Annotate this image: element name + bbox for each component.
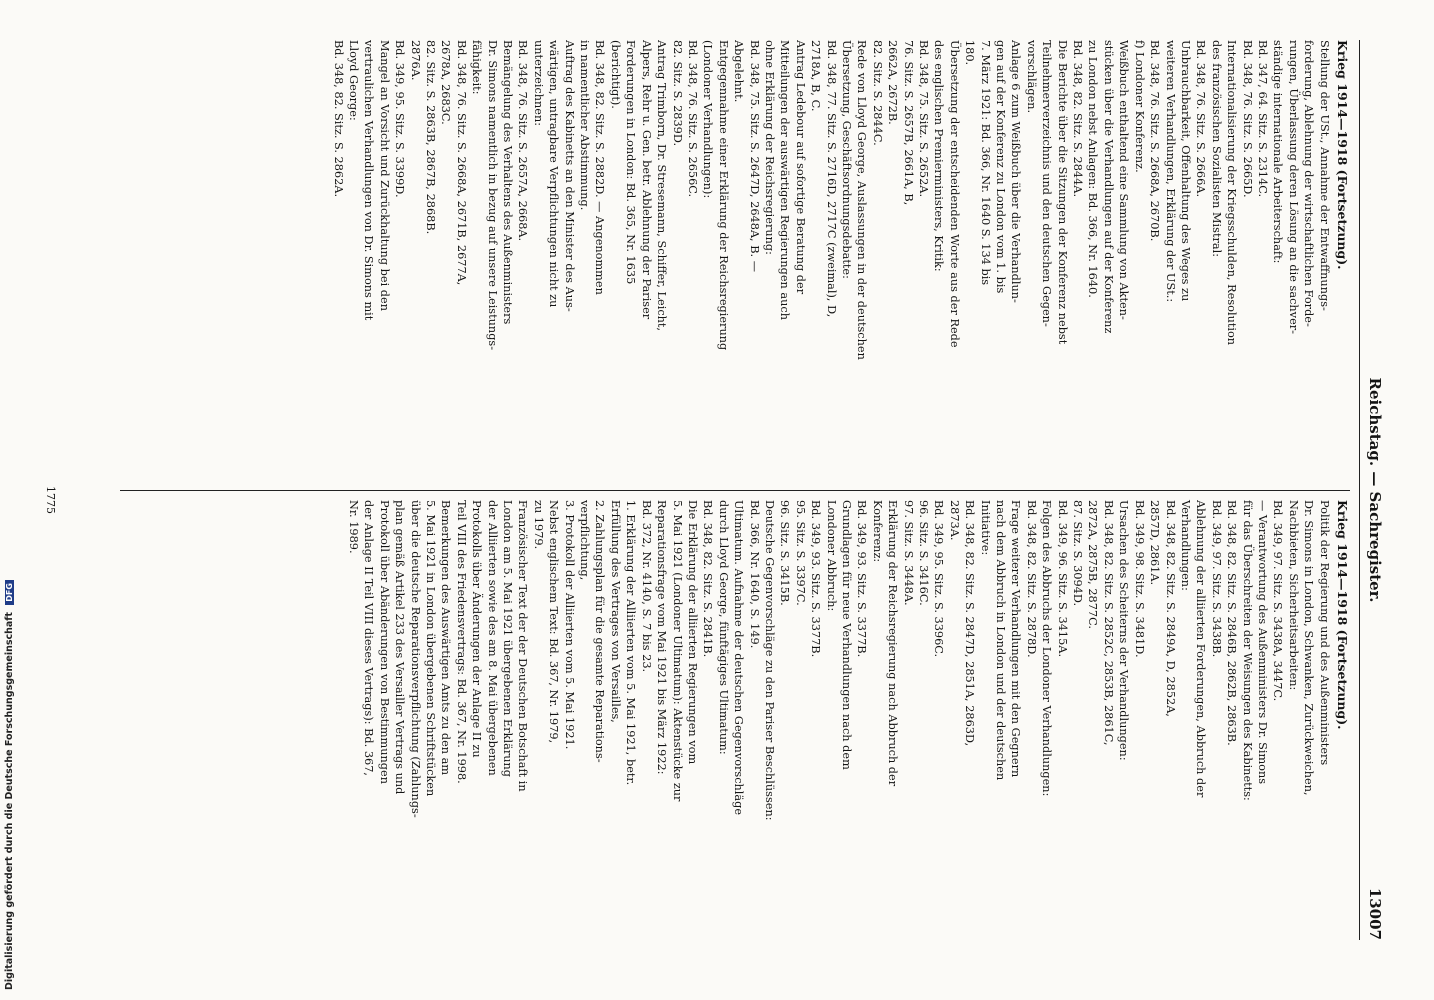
- index-entry-line: Antrag Trimborn, Dr. Stresemann, Schiffer, Leicht,: [655, 40, 669, 332]
- index-entry-line: Die Berichte über die Sitzungen der Konferenz nebst: [1055, 40, 1069, 345]
- stamp-text: Digitalisierung gefördert durch die Deutsche Forschungsgemeinschaft: [4, 612, 15, 990]
- index-entry-line: Übersetzung, Geschäftsordnungsdebatte:: [840, 40, 853, 279]
- index-entry-line: forderung, Ablehnung der wirtschaftlichen Forde-: [1302, 40, 1316, 327]
- index-entry-line: Weißbuch enthaltend eine Sammlung von Akten-: [1117, 40, 1131, 320]
- index-entry-line: wärtigen, untragbare Verpflichtungen nicht zu: [547, 40, 561, 308]
- index-entry-line: rungen, Überlassung deren Lösung an die sachver-: [1286, 40, 1300, 334]
- index-entry-line: Ursachen des Scheiterns der Verhandlungen:: [1117, 500, 1131, 761]
- header-rule: [1359, 40, 1360, 940]
- header-page-number: 13007: [1366, 887, 1384, 940]
- index-entry-line: vorschlägen.: [1024, 40, 1038, 114]
- index-entry-line: Abgelehnt.: [732, 40, 746, 103]
- index-entry-line: verpflichtung,: [578, 500, 592, 581]
- left-column-heading: Krieg 1914—1918 (Fortsetzung).: [1335, 40, 1350, 270]
- index-entry-line: Bd. 348, 76. Sitz. S. 2657A, 2668A.: [516, 40, 530, 242]
- index-entry-line: in namentlicher Abstimmung.: [578, 40, 592, 211]
- index-entry-line: Verhandlungen:: [1178, 500, 1192, 591]
- index-entry-line: Deutsche Gegenvorschläge zu den Pariser Beschlüssen:: [762, 500, 776, 821]
- index-entry-line: der Anlage II Teil VIII dieses Vertrags): Bd. 367,: [362, 500, 376, 776]
- index-entry-line: Bd. 349, 93. Sitz. S. 3377B.: [809, 500, 823, 658]
- index-entry-line: Bemerkungen des Auswärtigen Amts zu den am: [439, 500, 453, 776]
- footer-page-number: 1775: [44, 486, 57, 514]
- index-entry-line: Anlage 6 zum Weißbuch über die Verhandlun-: [1009, 40, 1023, 303]
- index-entry-line: Stellung der USt., Annahme der Entwaffnungs-: [1317, 40, 1331, 311]
- index-entry-line: Mitteilungen der auswärtigen Regierungen auch: [778, 40, 792, 321]
- index-entry-line: ständige internationale Arbeiterschaft:: [1271, 40, 1285, 264]
- index-entry-line: Lloyd George:: [347, 40, 360, 121]
- index-entry-line: stücken über die Verhandlungen auf der Konferenz: [1101, 40, 1115, 334]
- index-entry-line: Teilnehmerverzeichnis und den deutschen Gegen-: [1040, 40, 1054, 327]
- index-entry-line: Bd. 348, 82. Sitz. S. 2846B, 2862B, 2863B.: [1225, 500, 1239, 746]
- index-entry-line: 2873A.: [947, 500, 961, 541]
- index-entry-line: Rede von Lloyd George, Auslassungen in der deutschen: [855, 40, 869, 360]
- index-entry-line: Bd. 349, 95. Sitz. S. 3396C.: [932, 500, 946, 658]
- index-entry-line: Internationalisierung der Kriegsschulden, Resolution: [1225, 40, 1239, 346]
- index-entry-line: 82. Sitz. S. 2839D.: [670, 40, 684, 147]
- index-entry-line: 96. Sitz. S. 3416C.: [917, 500, 931, 606]
- index-entry-line: Bd. 349, 97. Sitz. S. 3438B.: [1209, 500, 1223, 658]
- column-divider: [120, 490, 1350, 491]
- index-entry-line: Bd. 348, 76. Sitz. S. 2666A.: [1194, 40, 1208, 198]
- index-entry-line: Bd. 372, Nr. 4140, S. 7 bis 23.: [639, 500, 653, 673]
- index-entry-line: 95. Sitz. S. 3397C.: [793, 500, 807, 606]
- index-entry-line: Konferenz:: [870, 500, 884, 563]
- index-entry-line: 2678A, 2683C.: [439, 40, 453, 125]
- index-entry-line: Forderungen in London: Bd. 365, Nr. 1635: [624, 40, 638, 285]
- index-entry-line: 5. Mai 1921 (Londoner Ultimatum): Aktenstücke zur: [670, 500, 684, 802]
- index-entry-line: unterzeichnen:: [531, 40, 545, 127]
- index-entry-line: 2872A, 2875B, 2877C.: [1086, 500, 1100, 629]
- index-entry-line: Nachbieten, Sicherheitsarbeiten:: [1286, 500, 1300, 691]
- index-entry-line: Dr. Simons in London, Schwanken, Zurückweichen,: [1302, 500, 1316, 796]
- index-entry-line: Politik der Regierung und des Außenministers: [1317, 500, 1331, 766]
- index-entry-line: 82. Sitz. S. 2863B, 2867B, 2868B.: [424, 40, 438, 235]
- index-entry-line: Londoner Abbruch:: [824, 500, 838, 612]
- index-entry-line: Erklärung der Reichsregierung nach Abbruch der: [886, 500, 900, 787]
- index-entry-line: Folgen des Abbruchs der Londoner Verhandlungen:: [1040, 500, 1054, 797]
- index-entry-line: weiteren Verhandlungen, Erklärung der USt.:: [1163, 40, 1177, 303]
- index-entry-line: Bd. 348, 82. Sitz. S. 2841B.: [701, 500, 715, 658]
- index-entry-line: Nr. 1989.: [347, 500, 360, 554]
- index-entry-line: des englischen Premierministers, Kritik:: [932, 40, 946, 272]
- index-entry-line: Dr. Simons namentlich in bezug auf unsere Leistungs-: [485, 40, 499, 351]
- index-entry-line: Auftrag des Kabinetts an den Minister des Aus-: [562, 40, 576, 312]
- index-entry-line: Französischer Text der der Deutschen Botschaft in: [516, 500, 530, 792]
- right-column-heading: Krieg 1914—1918 (Fortsetzung).: [1335, 500, 1350, 730]
- index-entry-line: — Verantwortung des Außenministers Dr. Simons: [1255, 500, 1269, 785]
- index-entry-line: durch Lloyd George, fünftägiges Ultimatum:: [716, 500, 730, 755]
- index-entry-line: 82. Sitz. S. 2844C.: [870, 40, 884, 146]
- index-entry-line: ohne Erklärung der Reichsregierung:: [762, 40, 776, 255]
- index-entry-line: 97. Sitz. S. 3448A.: [901, 500, 915, 606]
- index-entry-line: Protokolls über Änderungen der Anlage II zu: [470, 500, 484, 758]
- left-column: [330, 40, 1350, 480]
- header-title: Reichstag. — Sachregister.: [1366, 377, 1384, 603]
- index-entry-line: Bd. 348, 77. Sitz. S. 2716D, 2717C (zweimal), D,: [824, 40, 838, 318]
- index-entry-line: Entgegennahme einer Erklärung der Reichsregierung: [716, 40, 730, 351]
- index-entry-line: 87. Sitz. S. 3094D.: [1071, 500, 1085, 607]
- index-entry-line: Erfüllung des Vertrages von Versailles,: [608, 500, 622, 723]
- index-entry-line: Bd. 349, 96. Sitz. S. 3415A.: [1055, 500, 1069, 658]
- index-entry-line: Initiative:: [978, 500, 992, 556]
- index-entry-line: Nebst englischem Text: Bd. 367, Nr. 1979,: [547, 500, 561, 744]
- index-entry-line: 2857D, 2861A.: [1148, 500, 1162, 586]
- index-entry-line: 7. März 1921: Bd. 366, Nr. 1640 S. 134 bis: [978, 40, 992, 286]
- index-entry-line: 2662A, 2672B.: [886, 40, 900, 125]
- index-entry-line: Antrag Ledebour auf sofortige Beratung der: [793, 40, 807, 295]
- index-entry-line: plan gemäß Artikel 233 des Versailler Vertrags und: [393, 500, 407, 795]
- index-entry-line: Bd. 348, 82. Sitz. S. 2862A.: [331, 40, 345, 198]
- index-entry-line: f) Londoner Konferenz.: [1132, 40, 1146, 173]
- index-entry-line: Mangel an Vorsicht und Zurückhaltung bei den: [377, 40, 391, 311]
- index-entry-line: London am 5. Mai 1921 übergebenen Erklärung: [501, 500, 515, 778]
- index-entry-line: Bd. 348, 82. Sitz. S. 2882D. — Angenommen: [593, 40, 607, 295]
- index-entry-line: Bd. 349, 95. Sitz. S. 3399D.: [393, 40, 407, 198]
- index-entry-line: Übersetzung der entscheidenden Worte aus der Rede: [947, 40, 961, 348]
- index-entry-line: vertraulichen Verhandlungen von Dr. Simons mit: [362, 40, 376, 321]
- index-entry-line: (Londoner Verhandlungen):: [701, 40, 715, 199]
- index-entry-line: Frage weiterer Verhandlungen mit den Gegnern: [1009, 500, 1023, 778]
- index-entry-line: Bd. 348, 82. Sitz. S. 2849A, D, 2852A,: [1163, 500, 1177, 717]
- index-entry-line: Bd. 349, 97. Sitz. S. 3438A, 3447C.: [1271, 500, 1285, 702]
- index-entry-line: des französischen Sozialisten Mistral:: [1209, 40, 1223, 258]
- right-column: [346, 500, 1350, 940]
- index-entry-line: Bd. 348, 82. Sitz. S. 2852C, 2853B, 2861C,: [1101, 500, 1115, 746]
- index-entry-line: Bd. 348, 76. Sitz. S. 2668A, 2671B, 2677A,: [454, 40, 468, 286]
- index-entry-line: zu 1979.: [531, 500, 545, 550]
- index-entry-line: Protokoll über Abänderungen von Bestimmungen: [377, 500, 391, 784]
- index-entry-line: 76. Sitz. S. 2657B, 2661A, B,: [901, 40, 915, 206]
- index-entry-line: fähigkeit:: [470, 40, 484, 95]
- index-entry-line: Bd. 348, 82. Sitz. S. 2847D, 2851A, 2863D,: [963, 500, 977, 747]
- index-entry-line: der Alliierten sowie des am 8. Mai übergebenen: [485, 500, 499, 776]
- index-entry-line: Reparationsfrage vom Mai 1921 bis März 1922:: [655, 500, 669, 775]
- index-entry-line: 2. Zahlungsplan für die gesamte Reparations-: [593, 500, 607, 763]
- index-entry-line: 3. Protokoll der Alliierten vom 5. Mai 1921.: [562, 500, 576, 750]
- index-entry-line: Bd. 348, 76. Sitz. S. 2668A, 2670B.: [1148, 40, 1162, 242]
- index-entry-line: Bd. 349, 98. Sitz. S. 3481D.: [1132, 500, 1146, 658]
- index-entry-line: Bd. 349, 93. Sitz. S. 3377B.: [855, 500, 869, 658]
- index-entry-line: Bd. 348, 76. Sitz. S. 2665D.: [1240, 40, 1254, 198]
- index-entry-line: Bemängelung des Verhaltens des Außenministers: [501, 40, 515, 325]
- index-entry-line: für das Überschreiten der Weisungen des Kabinetts:: [1240, 500, 1254, 801]
- index-entry-line: zu London nebst Anlagen: Bd. 366, Nr. 1640.: [1086, 40, 1100, 298]
- index-entry-line: Bd. 348, 82. Sitz. S. 2878D.: [1024, 500, 1038, 658]
- index-entry-line: Alpers, Rehr u. Gen. betr. Ablehnung der Pariser: [639, 40, 653, 320]
- index-entry-line: Bd. 348, 82. Sitz. S. 2844A.: [1071, 40, 1085, 198]
- index-entry-line: Teil VIII des Friedensvertrags: Bd. 367, Nr. 1998.: [454, 500, 468, 784]
- digitization-stamp: [4, 583, 18, 990]
- index-entry-line: Ultimatum. Aufnahme der deutschen Gegenvorschläge: [732, 500, 746, 816]
- index-entry-line: gen auf der Konferenz zu London vom 1. bis: [994, 40, 1008, 294]
- index-entry-line: 2876A.: [408, 40, 422, 81]
- index-entry-line: Ablehnung der alliierten Forderungen, Abbruch der: [1194, 500, 1208, 798]
- index-entry-line: Bd. 348, 75. Sitz. S. 2652A.: [917, 40, 931, 198]
- index-entry-line: Bd. 366, Nr. 1640, S. 149.: [747, 500, 761, 649]
- index-entry-line: 2718A, B, C.: [809, 40, 823, 112]
- index-entry-line: 5. Mai 1921 in London übergebenen Schriftstücken: [424, 500, 438, 797]
- index-entry-line: über die deutsche Reparationsverpflichtung (Zahlungs-: [408, 500, 422, 818]
- index-entry-line: 1. Erklärung der Alliierten vom 5. Mai 1921, betr.: [624, 500, 638, 786]
- index-entry-line: Bd. 347, 64. Sitz. S. 2314C.: [1255, 40, 1269, 198]
- index-entry-line: 180.: [963, 40, 977, 66]
- index-entry-line: 96. Sitz. S. 3415B.: [778, 500, 792, 606]
- index-entry-line: Bd. 348, 76. Sitz. S. 2656C.: [685, 40, 699, 198]
- index-entry-line: Die Erklärung der alliierten Regierungen vom: [685, 500, 699, 765]
- index-entry-line: Grundlagen für neue Verhandlungen nach dem: [840, 500, 853, 770]
- index-entry-line: (berichtigt).: [608, 40, 622, 109]
- dfg-logo: DFG: [5, 580, 14, 605]
- index-entry-line: Unbrauchbarkeit, Offenhaltung des Weges zu: [1178, 40, 1192, 302]
- index-entry-line: nach dem Abbruch in London und der deutschen: [994, 500, 1008, 781]
- index-entry-line: Bd. 348, 75. Sitz. S. 2647D, 2648A, B. —: [747, 40, 761, 273]
